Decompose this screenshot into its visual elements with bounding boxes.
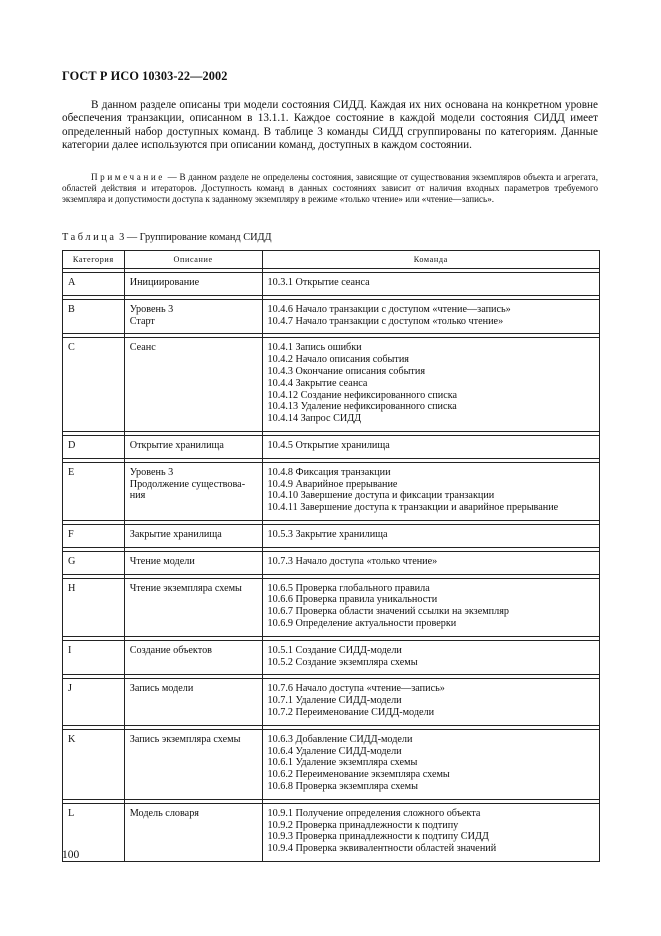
command-groups-table <box>62 250 600 862</box>
command-line: 10.6.1 Удаление экземпляра схемы <box>267 757 418 769</box>
command-line: 10.4.1 Запись ошибки <box>267 342 362 354</box>
description-cell <box>124 679 262 725</box>
table-header-row <box>63 251 600 269</box>
command-cell <box>262 679 599 725</box>
category-cell: C <box>63 338 125 432</box>
description-line: Закрытие хранилища <box>129 528 222 540</box>
description-cell <box>124 729 262 799</box>
description-cell <box>124 640 262 675</box>
command-cell <box>262 299 599 334</box>
description-line: Продолжение существова- <box>129 478 246 490</box>
command-line: 10.4.5 Открытие хранилища <box>267 439 390 451</box>
category-cell: E <box>63 462 125 520</box>
command-cell <box>262 338 599 432</box>
command-line: 10.4.10 Завершение доступа и фиксации транзакции <box>267 490 495 502</box>
command-line: 10.5.3 Закрытие хранилища <box>267 528 388 540</box>
table-row <box>63 640 600 675</box>
description-cell <box>124 524 262 547</box>
command-cell <box>262 578 599 636</box>
description-line: Запись модели <box>129 683 194 695</box>
description-cell <box>124 273 262 296</box>
description-cell <box>124 299 262 334</box>
table-row <box>63 299 600 334</box>
description-line: Старт <box>129 315 155 327</box>
description-cell <box>124 578 262 636</box>
table-row <box>63 435 600 458</box>
header-category: Категория <box>63 251 125 269</box>
description-line: Уровень 3 <box>129 303 174 315</box>
command-line: 10.7.6 Начало доступа «чтение—запись» <box>267 683 445 695</box>
header-description: Описание <box>124 251 262 269</box>
command-line: 10.4.2 Начало описания события <box>267 354 409 366</box>
note-text: — В данном разделе не определены состояния, зависящие от существования экземпляров объекта и агрегата, областей действия и итераторов. Доступность команд в данных состояниях зависит от наличия входных параметров требуемого экземпляра и допустимости доступа к заданному экземпляру в режиме «только чтение» или «чтение—запись». <box>62 172 598 205</box>
command-line: 10.4.4 Закрытие сеанса <box>267 377 368 389</box>
note-label: Примечание <box>91 172 165 182</box>
command-cell <box>262 435 599 458</box>
table-caption <box>62 232 272 243</box>
command-line: 10.4.3 Окончание описания события <box>267 365 426 377</box>
command-line: 10.4.12 Создание нефиксированного списка <box>267 389 458 401</box>
description-line: Модель словаря <box>129 807 199 819</box>
category-cell: I <box>63 640 125 675</box>
command-line: 10.5.2 Создание экземпляра схемы <box>267 656 418 668</box>
command-line: 10.6.4 Удаление СИДД-модели <box>267 745 402 757</box>
table-body <box>63 269 600 862</box>
table-row <box>63 679 600 725</box>
command-line: 10.7.3 Начало доступа «только чтение» <box>267 555 438 567</box>
description-cell <box>124 435 262 458</box>
document-header: ГОСТ Р ИСО 10303-22—2002 <box>62 69 228 83</box>
command-cell <box>262 551 599 574</box>
description-cell <box>124 551 262 574</box>
command-line: 10.9.4 Проверка эквивалентности областей значений <box>267 843 497 855</box>
command-cell <box>262 462 599 520</box>
description-line: Запись экземпляра схемы <box>129 733 241 745</box>
command-line: 10.3.1 Открытие сеанса <box>267 277 370 288</box>
page-number: 100 <box>62 849 80 861</box>
category-cell: F <box>63 524 125 547</box>
description-line: Открытие хранилища <box>129 439 224 451</box>
command-line: 10.6.9 Определение актуальности проверки <box>267 617 457 629</box>
command-line: 10.5.1 Создание СИДД-модели <box>267 644 402 656</box>
table-row <box>63 338 600 432</box>
category-cell: B <box>63 299 125 334</box>
command-line: 10.4.13 Удаление нефиксированного списка <box>267 401 457 413</box>
command-cell <box>262 524 599 547</box>
table-row <box>63 462 600 520</box>
table-caption-label: Таблица <box>62 232 117 243</box>
table-row <box>63 273 600 296</box>
command-cell <box>262 729 599 799</box>
command-line: 10.6.6 Проверка правила уникальности <box>267 594 438 606</box>
table-row <box>63 524 600 547</box>
description-line: ния <box>129 490 146 502</box>
category-cell: D <box>63 435 125 458</box>
description-line: Инициирование <box>129 277 200 288</box>
category-cell: J <box>63 679 125 725</box>
command-line: 10.4.8 Фиксация транзакции <box>267 466 391 478</box>
command-line: 10.6.8 Проверка экземпляра схемы <box>267 780 418 792</box>
table-row <box>63 729 600 799</box>
command-cell <box>262 640 599 675</box>
command-line: 10.6.7 Проверка области значений ссылки на экземпляр <box>267 606 509 618</box>
table-caption-text: 3 — Группирование команд СИДД <box>116 232 272 243</box>
description-line: Уровень 3 <box>129 466 174 478</box>
category-cell: L <box>63 803 125 861</box>
command-line: 10.4.14 Запрос СИДД <box>267 413 362 425</box>
table-row <box>63 578 600 636</box>
category-cell: G <box>63 551 125 574</box>
command-cell <box>262 273 599 296</box>
category-cell: A <box>63 273 125 296</box>
command-line: 10.6.5 Проверка глобального правила <box>267 582 430 594</box>
description-line: Чтение модели <box>129 555 195 567</box>
description-line: Создание объектов <box>129 644 212 656</box>
category-cell: K <box>63 729 125 799</box>
command-line: 10.9.1 Получение определения сложного объекта <box>267 807 481 819</box>
command-line: 10.9.2 Проверка принадлежности к подтипу <box>267 819 459 831</box>
category-cell: H <box>63 578 125 636</box>
header-command: Команда <box>262 251 599 269</box>
command-cell <box>262 803 599 861</box>
command-line: 10.7.1 Удаление СИДД-модели <box>267 695 402 707</box>
table-row <box>63 551 600 574</box>
description-line: Чтение экземпляра схемы <box>129 582 242 594</box>
intro-paragraph: В данном разделе описаны три модели состояния СИДД. Каждая их них основана на конкретном уровне обеспечения транзакции, описанном в 13.1.1. Каждое состояние в каждой модели состояния СИДД имеет определенный набор доступных команд. В таблице 3 команды СИДД сгруппированы по категориям. Данные категории далее используются при описании команд, доступных в каждом состоянии. <box>62 99 598 152</box>
description-cell <box>124 462 262 520</box>
command-line: 10.4.9 Аварийное прерывание <box>267 478 398 490</box>
command-line: 10.4.11 Завершение доступа к транзакции и аварийное прерывание <box>267 502 559 514</box>
note-paragraph <box>62 172 598 205</box>
description-cell <box>124 338 262 432</box>
command-line: 10.6.2 Переименование экземпляра схемы <box>267 769 450 781</box>
command-line: 10.7.2 Переименование СИДД-модели <box>267 706 435 718</box>
command-line: 10.4.6 Начало транзакции с доступом «чтение—запись» <box>267 303 511 315</box>
description-line: Сеанс <box>129 342 156 354</box>
description-cell <box>124 803 262 861</box>
table-row <box>63 803 600 861</box>
command-line: 10.9.3 Проверка принадлежности к подтипу СИДД <box>267 831 489 843</box>
command-line: 10.6.3 Добавление СИДД-модели <box>267 733 413 745</box>
command-line: 10.4.7 Начало транзакции с доступом «только чтение» <box>267 315 504 327</box>
